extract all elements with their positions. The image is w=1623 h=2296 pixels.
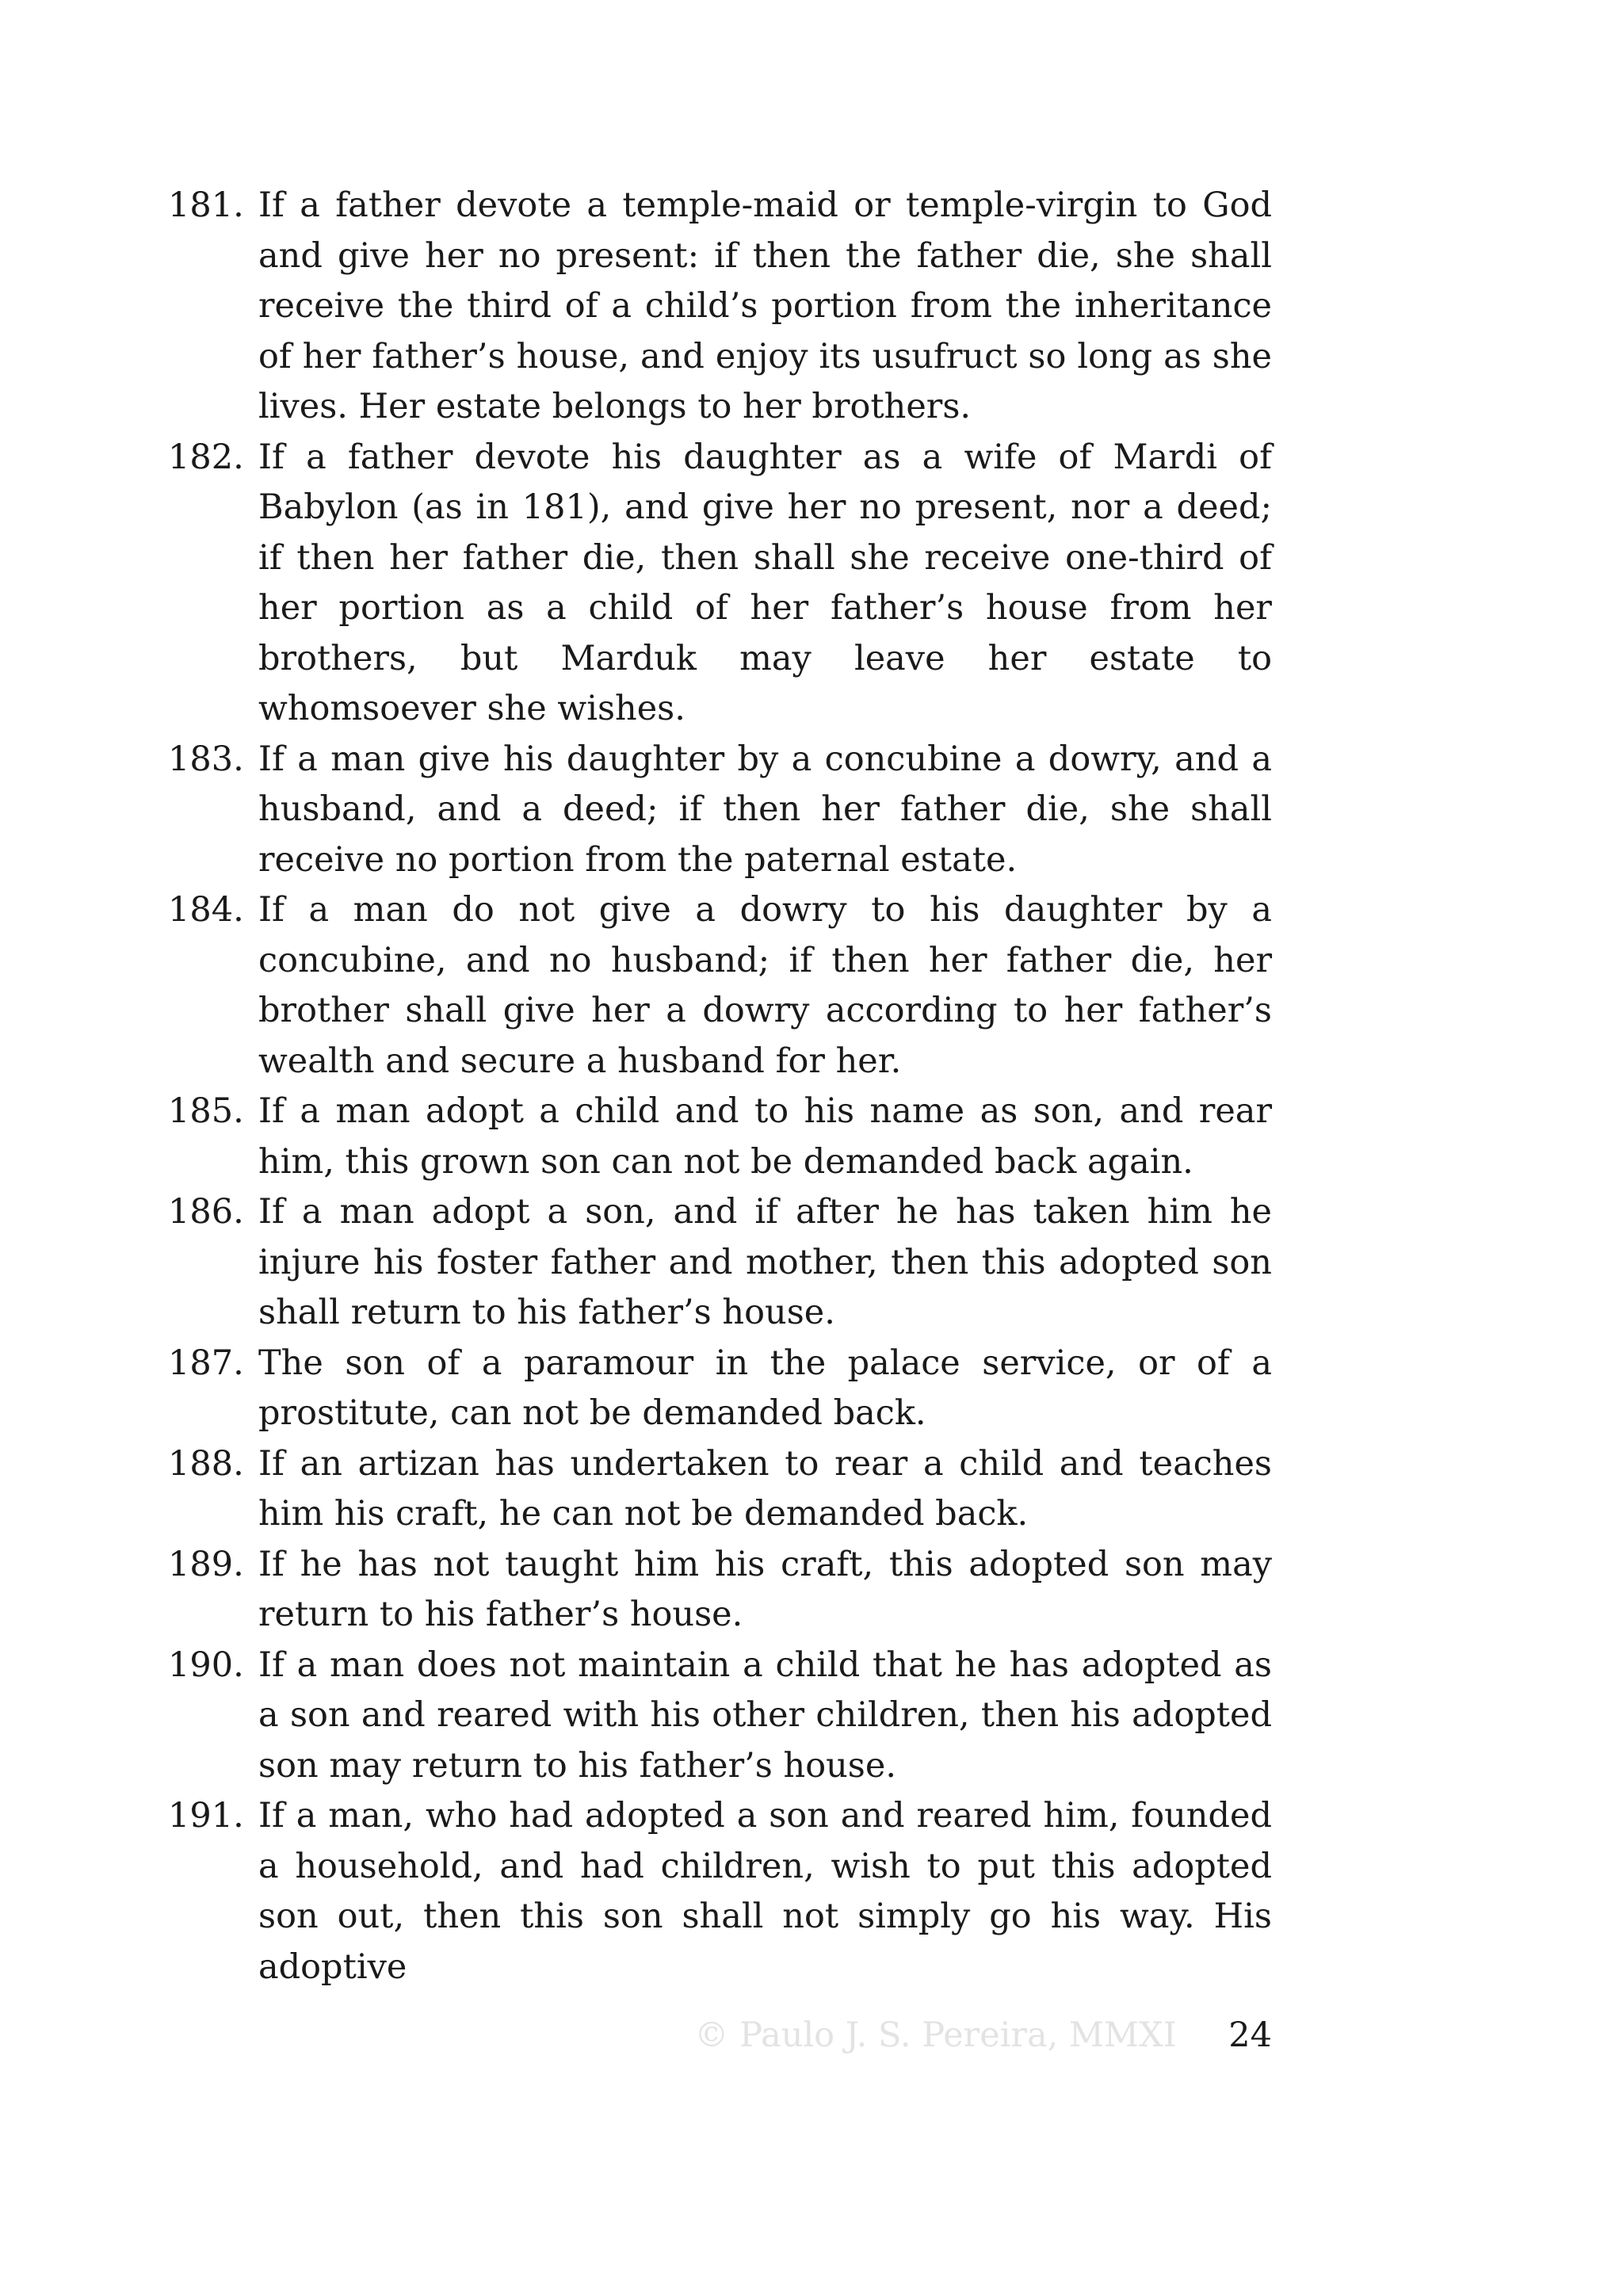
page-footer xyxy=(694,2011,1272,2059)
law-number: 181. xyxy=(168,185,244,225)
law-number: 185. xyxy=(168,1091,244,1131)
law-number: 189. xyxy=(168,1544,244,1584)
law-item xyxy=(168,735,1272,886)
law-item xyxy=(168,1791,1272,1992)
law-text: The son of a paramour in the palace service, or of a prostitute, can not be demanded back. xyxy=(258,1343,1272,1433)
page-number: 24 xyxy=(1228,2015,1272,2055)
law-text: If a father devote his daughter as a wife of Mardi of Babylon (as in 181), and give her no present, nor a deed; if then her father die, then shall she receive one-third of her portion as a child of her father’s house from her brothers, but Marduk may leave her estate to whomsoever she wishes. xyxy=(258,437,1272,728)
law-item xyxy=(168,1439,1272,1540)
law-number: 184. xyxy=(168,890,244,930)
law-text: If a man adopt a child and to his name as son, and rear him, this grown son can not be demanded back again. xyxy=(258,1091,1272,1182)
law-item xyxy=(168,1187,1272,1339)
law-item xyxy=(168,1087,1272,1187)
law-text: If he has not taught him his craft, this adopted son may return to his father’s house. xyxy=(258,1544,1272,1634)
law-number: 182. xyxy=(168,437,244,477)
law-number: 188. xyxy=(168,1443,244,1484)
law-number: 190. xyxy=(168,1645,244,1685)
law-text: If a father devote a temple-maid or temple-virgin to God and give her no present: if then the father die, she shall receive the third of a child’s portion from the inheritance of her father’s house, and enjoy its usufruct so long as she lives. Her estate belongs to her brothers. xyxy=(258,185,1272,426)
law-item xyxy=(168,181,1272,433)
law-text: If a man give his daughter by a concubine a dowry, and a husband, and a deed; if then her father die, she shall receive no portion from the paternal estate. xyxy=(258,739,1272,880)
law-number: 191. xyxy=(168,1796,244,1836)
law-item xyxy=(168,433,1272,735)
law-item xyxy=(168,1540,1272,1641)
law-list xyxy=(168,181,1272,1992)
copyright-notice: © Paulo J. S. Pereira, MMXI xyxy=(694,2015,1177,2055)
law-number: 183. xyxy=(168,739,244,779)
law-text: If a man, who had adopted a son and reared him, founded a household, and had children, wish to put this adopted son out, then this son shall not simply go his way. His adoptive xyxy=(258,1796,1272,1987)
law-text: If a man does not maintain a child that he has adopted as a son and reared with his other children, then his adopted son may return to his father’s house. xyxy=(258,1645,1272,1786)
law-text: If an artizan has undertaken to rear a child and teaches him his craft, he can not be demanded back. xyxy=(258,1443,1272,1534)
law-text: If a man adopt a son, and if after he has taken him he injure his foster father and mother, then this adopted son shall return to his father’s house. xyxy=(258,1192,1272,1332)
law-item xyxy=(168,1339,1272,1439)
law-number: 186. xyxy=(168,1192,244,1232)
law-number: 187. xyxy=(168,1343,244,1383)
law-text: If a man do not give a dowry to his daughter by a concubine, and no husband; if then her father die, her brother shall give her a dowry according to her father’s wealth and secure a husband for her. xyxy=(258,890,1272,1081)
law-item xyxy=(168,885,1272,1087)
law-item xyxy=(168,1641,1272,1792)
